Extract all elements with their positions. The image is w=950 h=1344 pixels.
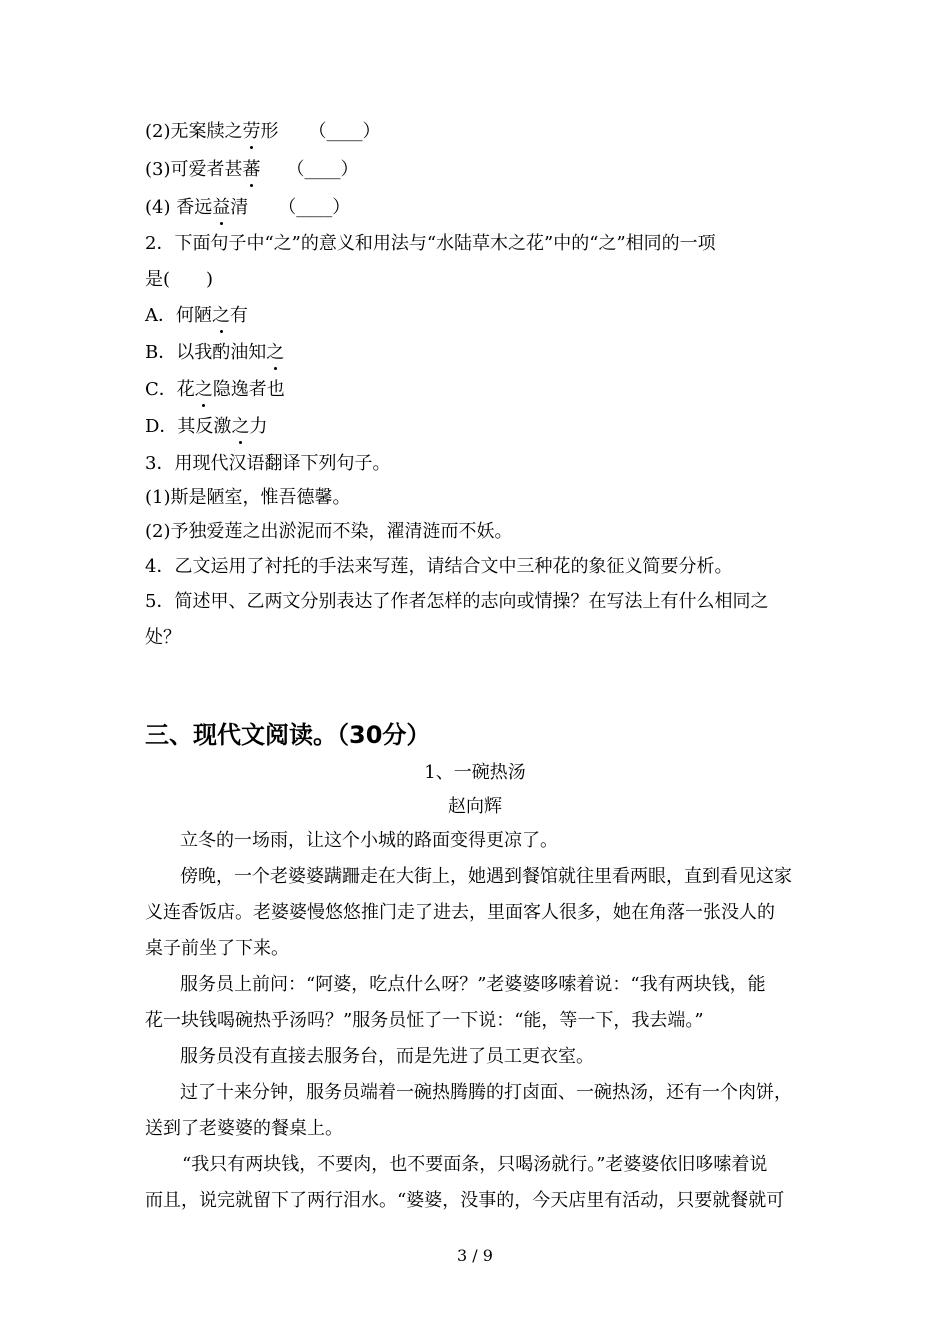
emphasis-char: 之	[212, 305, 230, 326]
emphasis-char: 之	[266, 342, 285, 363]
item-2: (2)无案牍之劳形 （____）	[145, 121, 381, 142]
story-paragraph-2-line1: 傍晚，一个老婆婆蹒跚走在大街上，她遇到餐馆就往里看两眼，直到看见这家	[180, 866, 792, 887]
section-heading: 三、现代文阅读。（30分）	[145, 721, 431, 749]
item-3: (3)可爱者甚蕃 （____）	[145, 159, 359, 180]
story-paragraph-2-line2: 义连香饭店。老婆婆慢悠悠推门走了进去，里面客人很多，她在角落一张没人的	[145, 902, 775, 923]
story-paragraph-1: 立冬的一场雨，让这个小城的路面变得更凉了。	[180, 830, 558, 851]
page-number: 3 / 9	[457, 1246, 493, 1265]
story-paragraph-3-line1: 服务员上前问：“阿婆，吃点什么呀？”老婆婆哆嗦着说：“我有两块钱，能	[180, 974, 766, 995]
q3-stem: 3．用现代汉语翻译下列句子。	[145, 453, 391, 474]
emphasis-char: 益	[212, 197, 231, 218]
answer-blank: （____）	[286, 159, 359, 180]
item-4: (4) 香远益清 （____）	[145, 197, 351, 218]
q2-option-a: A．何陋之有	[145, 305, 248, 326]
q3-sentence-1: (1)斯是陋室，惟吾德馨。	[145, 487, 351, 508]
story-paragraph-4: 服务员没有直接去服务台，而是先进了员工更衣室。	[180, 1046, 594, 1067]
story-paragraph-6-line2: 而且，说完就留下了两行泪水。“婆婆，没事的，今天店里有活动，只要就餐就可	[145, 1190, 785, 1211]
article-author: 赵向辉	[448, 796, 502, 817]
q4-stem: 4．乙文运用了衬托的手法来写莲，请结合文中三种花的象征义简要分析。	[145, 556, 733, 577]
q5-stem-line2: 处？	[145, 627, 181, 648]
story-paragraph-2-line3: 桌子前坐了下来。	[145, 938, 289, 959]
q3-sentence-2: (2)予独爱莲之出淤泥而不染，濯清涟而不妖。	[145, 521, 513, 542]
story-paragraph-5-line2: 送到了老婆婆的餐桌上。	[145, 1118, 343, 1139]
story-paragraph-3-line2: 花一块钱喝碗热乎汤吗？”服务员怔了一下说：“能，等一下，我去端。”	[145, 1010, 704, 1031]
story-paragraph-5-line1: 过了十来分钟，服务员端着一碗热腾腾的打卤面、一碗热汤，还有一个肉饼，	[180, 1082, 792, 1103]
q2-option-d: D．其反激之力	[145, 416, 268, 437]
emphasis-char: 蕃	[242, 159, 261, 180]
q5-stem-line1: 5．简述甲、乙两文分别表达了作者怎样的志向或情操？在写法上有什么相同之	[145, 591, 769, 612]
emphasis-char: 之	[194, 379, 213, 400]
emphasis-char: 之	[231, 416, 250, 437]
answer-blank: （____）	[308, 121, 381, 142]
article-title: 1、一碗热汤	[424, 762, 526, 783]
story-paragraph-6-line1: “我只有两块钱，不要肉，也不要面条，只喝汤就行。”老婆婆依旧哆嗦着说	[182, 1154, 768, 1175]
q2-option-b: B．以我酌油知之	[145, 342, 285, 363]
q2-stem-line2: 是( )	[145, 269, 214, 290]
q2-stem-line1: 2．下面句子中“之”的意义和用法与“水陆草木之花”中的“之”相同的一项	[145, 233, 716, 254]
q2-option-c: C．花之隐逸者也	[145, 379, 285, 400]
answer-blank: （____）	[278, 197, 351, 218]
emphasis-char: 劳	[242, 121, 261, 142]
